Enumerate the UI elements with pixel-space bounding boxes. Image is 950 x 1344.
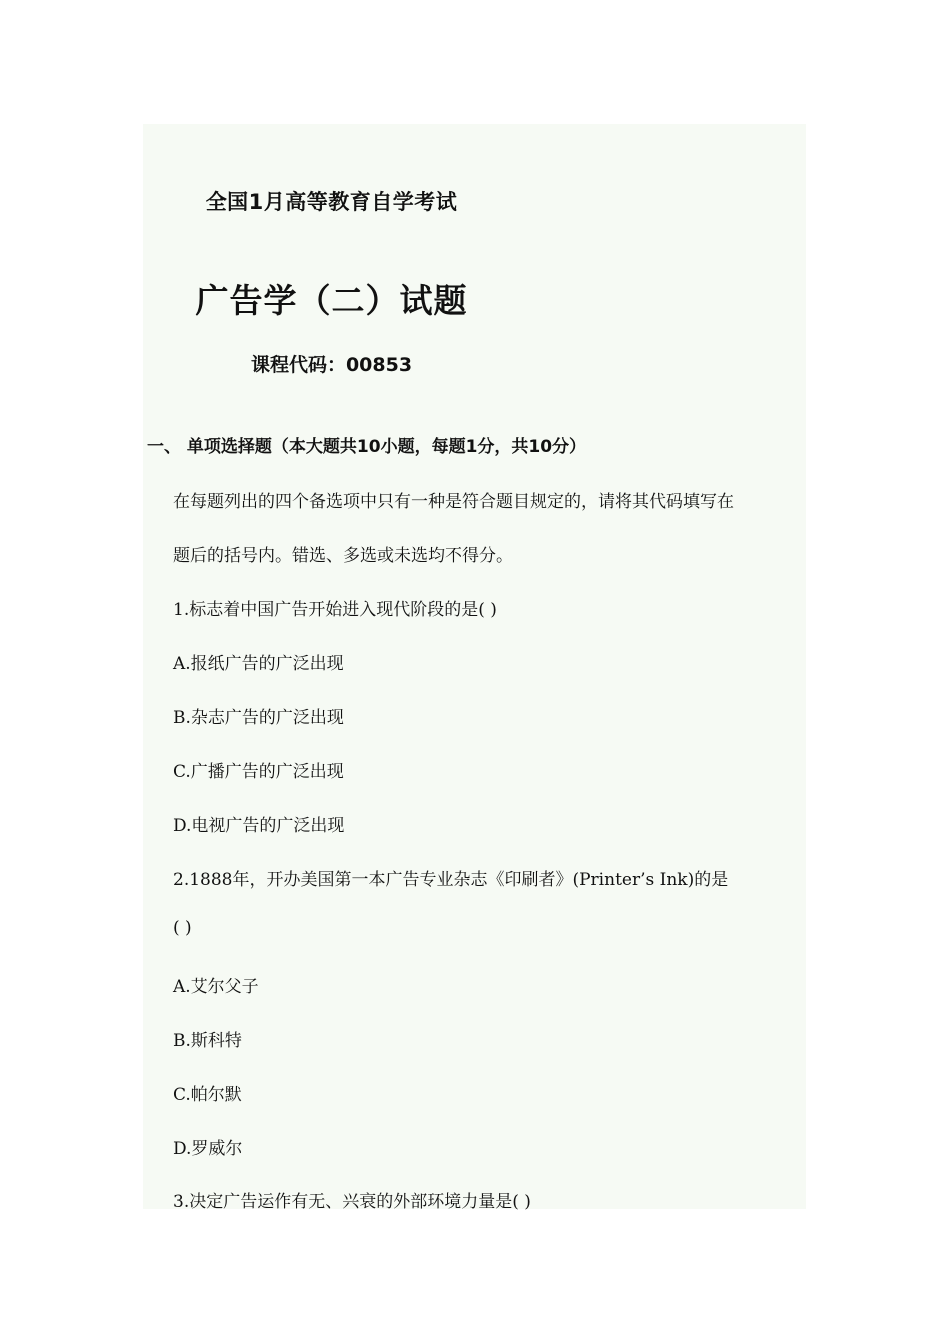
answer-option: D.罗威尔 — [173, 1139, 243, 1159]
question-stem: 2.1888年，开办美国第一本广告专业杂志《印刷者》(Printer’s Ink)的是 — [173, 870, 729, 890]
answer-option: C.帕尔默 — [173, 1085, 242, 1105]
answer-option: B.斯科特 — [173, 1031, 242, 1051]
instruction-line: 在每题列出的四个备选项中只有一种是符合题目规定的，请将其代码填写在 — [173, 492, 734, 512]
question-stem-continued: ( ) — [173, 918, 192, 938]
instruction-line: 题后的括号内。错选、多选或未选均不得分。 — [173, 546, 513, 566]
question-stem: 1.标志着中国广告开始进入现代阶段的是( ) — [173, 600, 497, 620]
answer-option: C.广播广告的广泛出现 — [173, 762, 344, 782]
exam-title: 全国1月高等教育自学考试 — [205, 190, 458, 214]
course-code: 课程代码：00853 — [250, 354, 413, 376]
answer-option: A.艾尔父子 — [173, 977, 259, 997]
answer-option: A.报纸广告的广泛出现 — [173, 654, 344, 674]
answer-option: D.电视广告的广泛出现 — [173, 816, 345, 836]
section-heading: 一、 单项选择题（本大题共10小题，每题1分，共10分） — [147, 437, 587, 457]
question-stem: 3.决定广告运作有无、兴衰的外部环境力量是( ) — [173, 1192, 531, 1212]
answer-option: B.杂志广告的广泛出现 — [173, 708, 344, 728]
subject-title: 广告学（二）试题 — [195, 281, 468, 320]
